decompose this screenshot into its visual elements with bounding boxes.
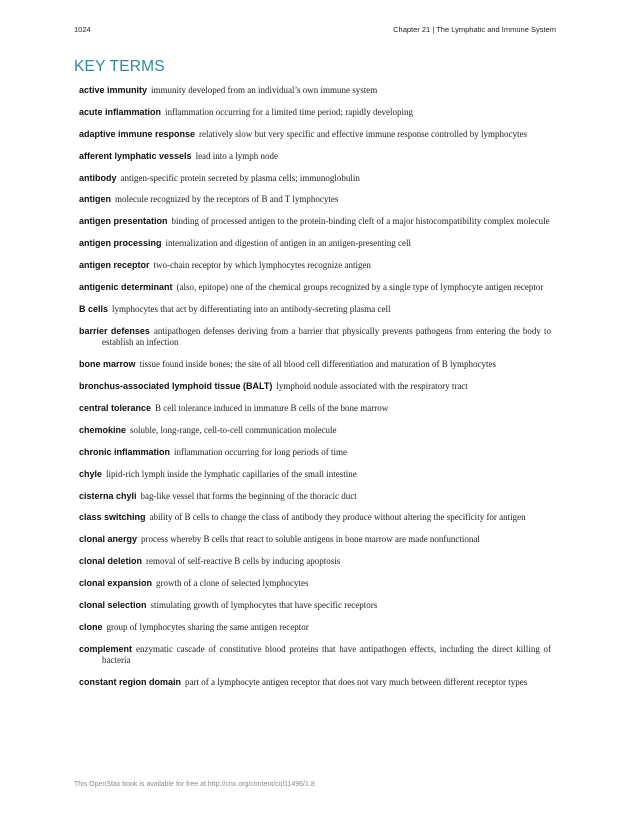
glossary-entry — [79, 556, 551, 568]
glossary-term: cisterna chyli — [79, 490, 137, 501]
glossary-entry — [79, 151, 551, 163]
glossary-entry — [79, 403, 551, 415]
glossary-definition: inflammation occurring for a limited time period; rapidly developing — [165, 106, 413, 117]
glossary-entry — [79, 381, 551, 393]
glossary-term: antigen presentation — [79, 216, 168, 227]
glossary-entry — [79, 173, 551, 185]
glossary-definition: bag-like vessel that forms the beginning of the thoracic duct — [140, 490, 357, 501]
glossary-entry — [79, 107, 551, 119]
glossary-term: clonal expansion — [79, 578, 153, 589]
glossary-definition: growth of a clone of selected lymphocytes — [156, 578, 309, 589]
glossary-entry — [79, 578, 551, 590]
glossary-definition: inflammation occurring for long periods of time — [174, 446, 347, 457]
glossary-term: chronic inflammation — [79, 446, 171, 457]
glossary-term: clone — [79, 621, 103, 632]
glossary-definition: molecule recognized by the receptors of B and T lymphocytes — [115, 194, 339, 205]
glossary-definition: stimulating growth of lymphocytes that have specific receptors — [150, 599, 378, 610]
glossary-term: complement — [79, 643, 133, 654]
glossary-definition: lymphoid nodule associated with the respiratory tract — [276, 381, 468, 392]
glossary-entry — [79, 304, 551, 316]
glossary-term: central tolerance — [79, 402, 152, 413]
glossary-entry — [79, 534, 551, 546]
glossary-term: barrier defenses — [79, 325, 150, 336]
glossary-definition: soluble, long-range, cell-to-cell communication molecule — [130, 424, 337, 435]
glossary-entry — [79, 600, 551, 612]
glossary-entry — [79, 238, 551, 250]
glossary-entry — [79, 260, 551, 272]
glossary-entry — [79, 469, 551, 481]
glossary-term: clonal selection — [79, 599, 147, 610]
glossary-term: class switching — [79, 512, 146, 523]
glossary-entry — [79, 282, 551, 294]
footer-note: This OpenStax book is available for free at http://cnx.org/content/col11496/1.8 — [74, 781, 315, 788]
glossary-definition: lipid-rich lymph inside the lymphatic capillaries of the small intestine — [106, 468, 357, 479]
glossary-entry — [79, 447, 551, 459]
glossary-definition: process whereby B cells that react to soluble antigens in bone marrow are made nonfunctional — [141, 534, 480, 545]
glossary-definition: tissue found inside bones; the site of all blood cell differentiation and maturation of B lymphocytes — [139, 359, 497, 370]
glossary-definition: part of a lymphocyte antigen receptor that does not vary much between different receptor types — [185, 677, 528, 688]
glossary-definition: group of lymphocytes sharing the same antigen receptor — [106, 621, 309, 632]
glossary-term: clonal anergy — [79, 534, 138, 545]
glossary-term: active immunity — [79, 85, 148, 95]
glossary-entry — [79, 359, 551, 371]
glossary-term: B cells — [79, 303, 109, 314]
key-terms-list — [79, 85, 551, 699]
glossary-term: antigen — [79, 194, 112, 205]
glossary-entry — [79, 677, 551, 689]
glossary-definition: antigen-specific protein secreted by plasma cells; immunoglobulin — [120, 172, 360, 183]
glossary-definition: lymphocytes that act by differentiating into an antibody-secreting plasma cell — [112, 303, 391, 314]
glossary-term: antigenic determinant — [79, 282, 173, 293]
glossary-definition: antipathogen defenses deriving from a barrier that physically prevents pathogens from entering the body to establish an infection — [102, 325, 551, 348]
running-head: Chapter 21 | The Lymphatic and Immune System — [393, 25, 556, 34]
glossary-entry — [79, 216, 551, 228]
glossary-term: antigen processing — [79, 238, 162, 249]
glossary-definition: binding of processed antigen to the protein-binding cleft of a major histocompatibility complex molecule — [171, 216, 550, 227]
glossary-entry — [79, 85, 551, 97]
glossary-definition: immunity developed from an individual’s own immune system — [151, 85, 378, 95]
glossary-term: antigen receptor — [79, 260, 150, 271]
glossary-definition: lead into a lymph node — [195, 150, 279, 161]
glossary-definition: removal of self-reactive B cells by inducing apoptosis — [146, 556, 341, 567]
glossary-entry — [79, 129, 551, 141]
glossary-entry — [79, 622, 551, 634]
glossary-entry — [79, 326, 551, 349]
glossary-entry — [79, 425, 551, 437]
glossary-term: bone marrow — [79, 359, 136, 370]
glossary-term: afferent lymphatic vessels — [79, 150, 192, 161]
section-title: KEY TERMS — [74, 58, 165, 75]
glossary-term: antibody — [79, 172, 117, 183]
page-number: 1024 — [74, 25, 91, 34]
glossary-definition: B cell tolerance induced in immature B cells of the bone marrow — [155, 402, 389, 413]
glossary-term: constant region domain — [79, 677, 182, 688]
glossary-definition: enzymatic cascade of constitutive blood proteins that have antipathogen effects, including the direct killing of bacteria — [102, 643, 551, 666]
glossary-definition: relatively slow but very specific and effective immune response controlled by lymphocytes — [199, 128, 528, 139]
glossary-definition: two-chain receptor by which lymphocytes recognize antigen — [153, 260, 371, 271]
glossary-definition: ability of B cells to change the class of antibody they produce without altering the specificity for antigen — [149, 512, 526, 523]
glossary-entry — [79, 194, 551, 206]
glossary-definition: (also, epitope) one of the chemical groups recognized by a single type of lymphocyte antigen receptor — [176, 282, 544, 293]
glossary-entry — [79, 644, 551, 667]
glossary-term: acute inflammation — [79, 106, 162, 117]
glossary-term: bronchus-associated lymphoid tissue (BALT) — [79, 381, 273, 392]
glossary-term: adaptive immune response — [79, 128, 196, 139]
glossary-entry — [79, 491, 551, 503]
glossary-term: chyle — [79, 468, 103, 479]
glossary-term: clonal deletion — [79, 556, 143, 567]
glossary-term: chemokine — [79, 424, 127, 435]
glossary-entry — [79, 512, 551, 524]
glossary-definition: internalization and digestion of antigen in an antigen-presenting cell — [165, 238, 411, 249]
